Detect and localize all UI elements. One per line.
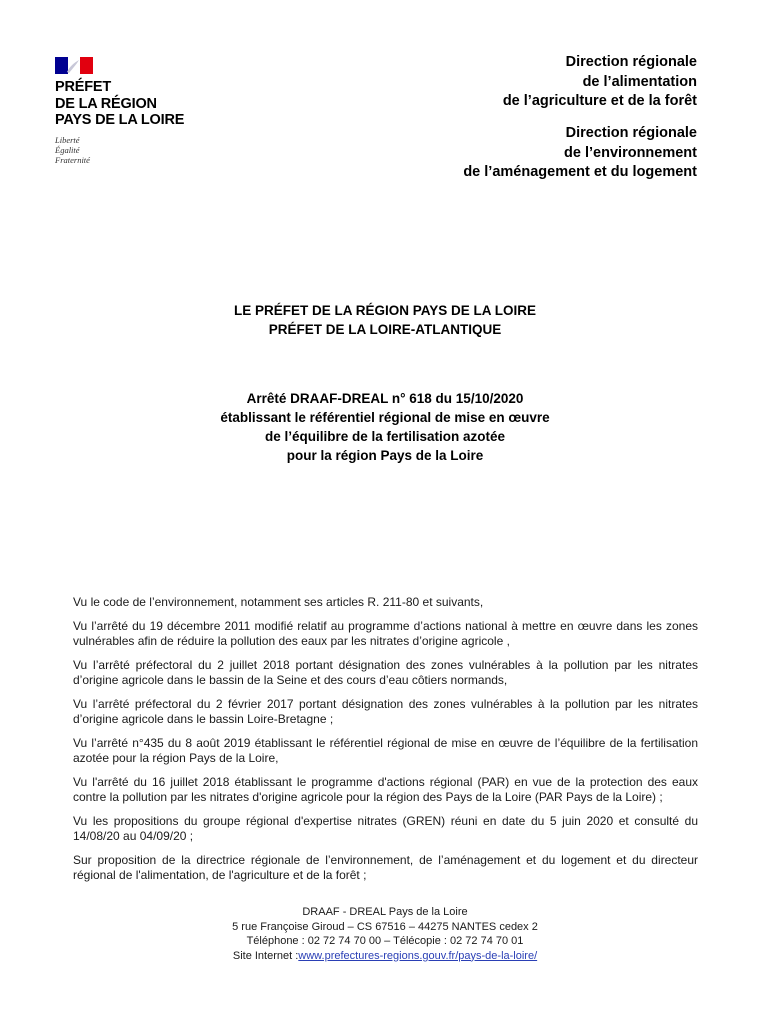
visas-list [73,595,698,892]
visa-paragraph: Vu l’arrêté préfectoral du 2 février 2017 portant désignation des zones vulnérables à la pollution par les nitrates d’origine agricole dans le bassin Loire-Bretagne ; [73,696,698,726]
republique-flag-icon [55,57,93,74]
motto-line: Fraternité [55,154,90,165]
logo-title-line: DE LA RÉGION [55,95,157,112]
visa-paragraph: Vu l’arrêté n°435 du 8 août 2019 établissant le référentiel régional de mise en œuvre de l’équilibre de la fertilisation azotée pour la région Pays de la Loire, [73,735,698,765]
arrete-title-line: pour la région Pays de la Loire [286,448,484,463]
header-line: de l’environnement [564,144,697,161]
header-draaf [503,53,697,112]
page-footer [0,905,770,963]
header-line: Direction régionale [565,54,697,70]
arrete-title-line: de l’équilibre de la fertilisation azotée [264,429,506,444]
header-line: Direction régionale [565,125,697,141]
prefet-title-line: LE PRÉFET DE LA RÉGION PAYS DE LA LOIRE [233,303,537,318]
logo-title-line: PRÉFET [55,79,111,95]
arrete-title [0,389,770,465]
footer-phone: Téléphone : 02 72 74 70 00 – Télécopie : 02 72 74 70 01 [246,935,524,947]
visa-paragraph: Vu l’arrêté préfectoral du 2 juillet 2018 portant désignation des zones vulnérables à la pollution par les nitrates d’origine agricole dans le bassin de la Seine et des cours d’eau côtiers normands, [73,657,698,687]
prefet-title-line: PRÉFET DE LA LOIRE-ATLANTIQUE [268,322,502,337]
header-dreal [463,124,697,183]
website-link[interactable]: www.prefectures-regions.gouv.fr/pays-de-la-loire/ [298,949,538,962]
header-line: de l’agriculture et de la forêt [502,93,697,109]
arrete-title-line: Arrêté DRAAF-DREAL n° 618 du 15/10/2020 [246,391,524,406]
visa-paragraph: Vu l’arrêté du 19 décembre 2011 modifié relatif au programme d’actions national à mettre en œuvre dans les zones vulnérables afin de réduire la pollution des eaux par les nitrates d’origine agricole , [73,618,698,648]
visa-paragraph: Vu les propositions du groupe régional d'expertise nitrates (GREN) réuni en date du 5 juin 2020 et consulté du 14/08/20 au 04/09/20 ; [73,813,698,843]
motto-line: Égalité [55,144,80,155]
footer-address: 5 rue Françoise Giroud – CS 67516 – 44275 NANTES cedex 2 [232,920,538,933]
logo-title-line: PAYS DE LA LOIRE [55,112,185,128]
footer-site [0,949,770,964]
republique-motto [55,135,195,165]
footer-org: DRAAF - DREAL Pays de la Loire [302,906,468,918]
visa-paragraph: Vu le code de l’environnement, notamment ses articles R. 211-80 et suivants, [73,595,484,609]
prefet-title [0,301,770,339]
arrete-title-line: établissant le référentiel régional de mise en œuvre [220,410,550,425]
logo-title [55,79,195,129]
footer-site-label: Site Internet : [232,949,299,962]
prefecture-logo [55,57,195,165]
header-line: de l’aménagement et du logement [463,164,697,180]
visa-paragraph: Vu l'arrêté du 16 juillet 2018 établissant le programme d'actions régional (PAR) en vue de la protection des eaux contre la pollution par les nitrates d'origine agricole pour la région des Pays de la Loire (PAR Pays de la Loire) ; [73,774,698,804]
header-line: de l’alimentation [582,73,697,90]
motto-line: Liberté [55,134,80,145]
visa-paragraph: Sur proposition de la directrice régionale de l’environnement, de l’aménagement et du logement et du directeur régional de l'alimentation, de l'agriculture et de la forêt ; [73,852,698,882]
